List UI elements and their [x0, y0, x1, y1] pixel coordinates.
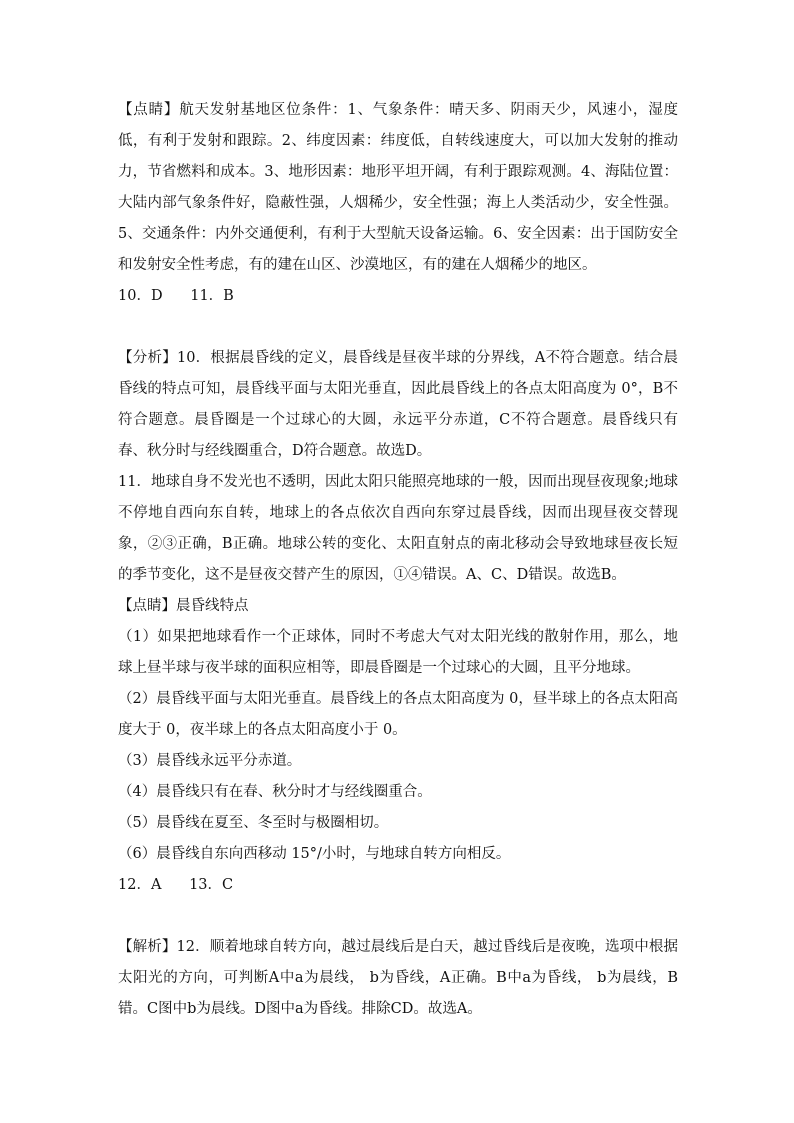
- spacer: [118, 312, 678, 343]
- spacer: [118, 901, 678, 932]
- tip-item-2: （2）晨昏线平面与太阳光垂直。晨昏线上的各点太阳高度为 0，昼半球上的各点太阳高度大于 0，夜半球上的各点太阳高度小于 0。: [118, 691, 678, 738]
- tip-item-3: （3）晨昏线永远平分赤道。: [118, 753, 302, 769]
- answer-line-10-11: 10．D 11．B: [118, 288, 234, 304]
- tip-paragraph-launch-base: 【点睛】航天发射基地区位条件：1、气象条件：晴天多、阴雨天少，风速小，湿度低，有利于发射和跟踪。2、纬度因素：纬度低，自转线速度大，可以加大发射的推动力，节省燃料和成本。3、地形因素：地形平坦开阔，有利于跟踪观测。4、海陆位置：大陆内部气象条件好，隐蔽性强，人烟稀少，安全性强；海上人类活动少，安全性强。5、交通条件：内外交通便利，有利于大型航天设备运输。6、安全因素：出于国防安全和发射安全性考虑，有的建在山区、沙漠地区，有的建在人烟稀少的地区。: [118, 102, 678, 273]
- tip-item-6: （6）晨昏线自东向西移动 15°/小时，与地球自转方向相反。: [118, 846, 511, 862]
- document-page: [118, 95, 678, 1025]
- tip-item-4: （4）晨昏线只有在春、秋分时才与经线圈重合。: [118, 784, 432, 800]
- tip-title-terminator: 【点睛】晨昏线特点: [118, 598, 249, 614]
- tip-item-1: （1）如果把地球看作一个正球体，同时不考虑大气对太阳光线的散射作用，那么，地球上昼半球与夜半球的面积应相等，即晨昏圈是一个过球心的大圆，且平分地球。: [118, 629, 678, 676]
- answer-line-12-13: 12．A 13．C: [118, 877, 234, 893]
- tip-item-5: （5）晨昏线在夏至、冬至时与极圈相切。: [118, 815, 389, 831]
- analysis-11-paragraph: 11．地球自身不发光也不透明，因此太阳只能照亮地球的一般，因而出现昼夜现象;地球不停地自西向东自转，地球上的各点依次自西向东穿过晨昏线，因而出现昼夜交替现象，②③正确，B正确。地球公转的变化、太阳直射点的南北移动会导致地球昼夜长短的季节变化，这不是昼夜交替产生的原因，①④错误。A、C、D错误。故选B。: [118, 474, 678, 583]
- analysis-12-paragraph: 【解析】12．顺着地球自转方向，越过晨线后是白天，越过昏线后是夜晚，选项中根据太阳光的方向，可判断A中a为晨线， b为昏线，A正确。B中a为昏线， b为晨线，B错。C图中b为晨线。D图中a为昏线。排除CD。故选A。: [118, 939, 678, 1017]
- analysis-10-paragraph: 【分析】10．根据晨昏线的定义，晨昏线是昼夜半球的分界线，A不符合题意。结合晨昏线的特点可知，晨昏线平面与太阳光垂直，因此晨昏线上的各点太阳高度为 0°，B不符合题意。晨昏圈是一个过球心的大圆，永远平分赤道，C不符合题意。晨昏线只有春、秋分时与经线圈重合，D符合题意。故选D。: [118, 350, 678, 459]
